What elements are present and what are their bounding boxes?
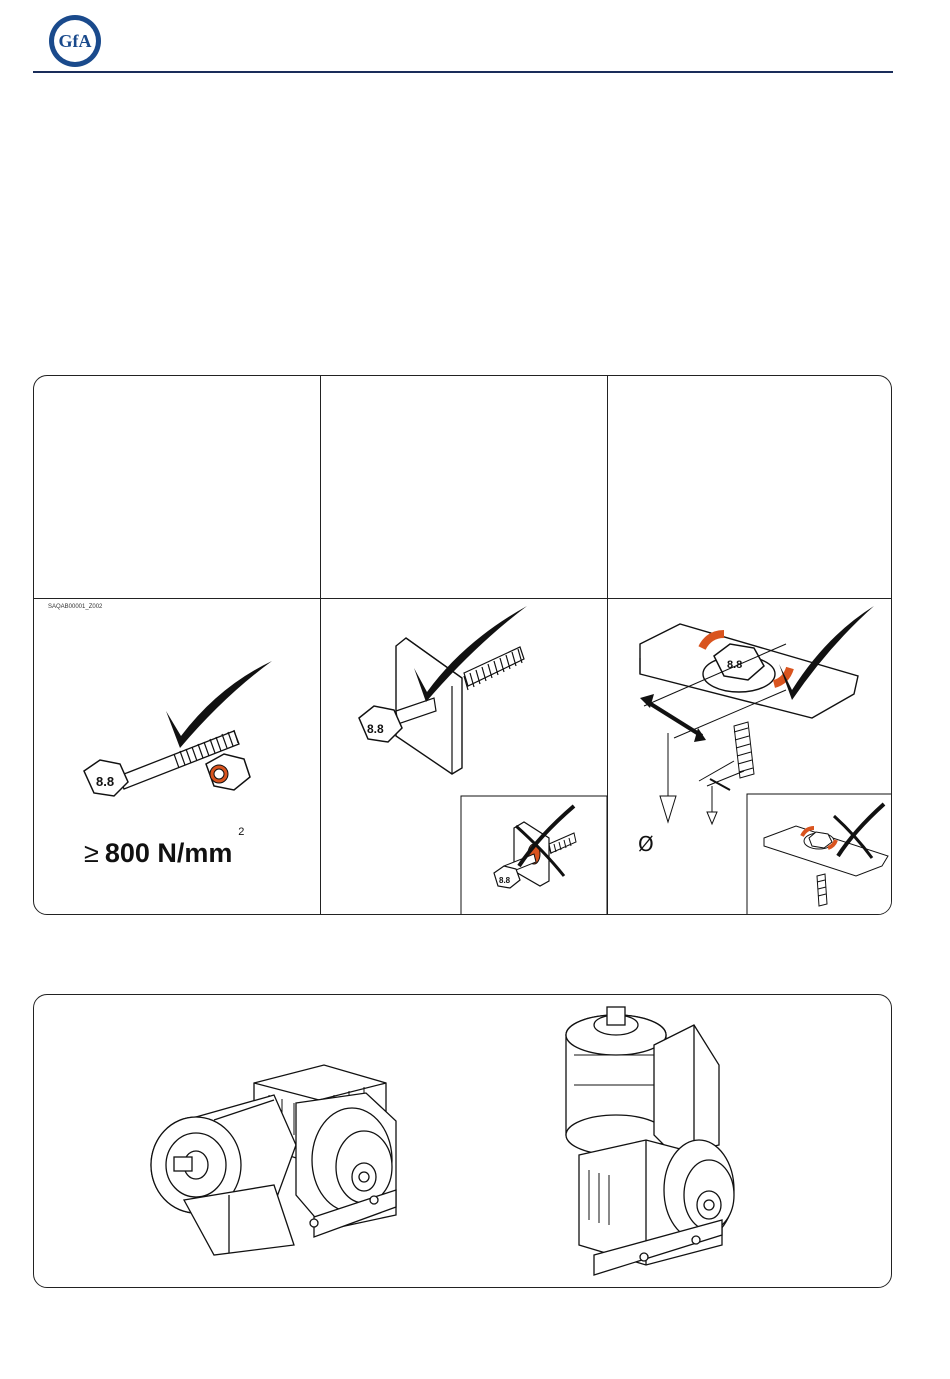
- drive-unit-illustrations: [34, 995, 892, 1288]
- bolt-and-nut-figure: [84, 661, 272, 796]
- diameter-symbol: Ø: [638, 832, 654, 856]
- horizontal-drive-unit: [151, 1065, 396, 1255]
- bolt-grade-label: 8.8: [367, 722, 384, 736]
- washer-plate-figure: [640, 606, 892, 915]
- bolt-illustrations: [34, 376, 892, 915]
- bolt-grade-label: 8.8: [727, 659, 743, 671]
- tensile-strength-label: [84, 826, 245, 869]
- header-rule: [33, 71, 893, 73]
- vertical-drive-unit: [566, 1007, 734, 1275]
- bolt-grade-label: 8.8: [499, 876, 511, 885]
- bolt-grade-label: 8.8: [96, 774, 115, 789]
- gfa-logo: [47, 13, 103, 69]
- logo-text: GfA: [58, 31, 92, 51]
- drive-mounting-panel: [33, 994, 892, 1288]
- screw-requirements-panel: [33, 375, 892, 915]
- image-code: SAQAB00001_Z002: [48, 604, 103, 610]
- strength-value: 800 N/mm: [104, 838, 233, 868]
- strength-exponent: 2: [238, 826, 245, 838]
- greater-equal-symbol: ≥: [84, 838, 99, 868]
- bolt-through-plate-figure: [359, 606, 607, 915]
